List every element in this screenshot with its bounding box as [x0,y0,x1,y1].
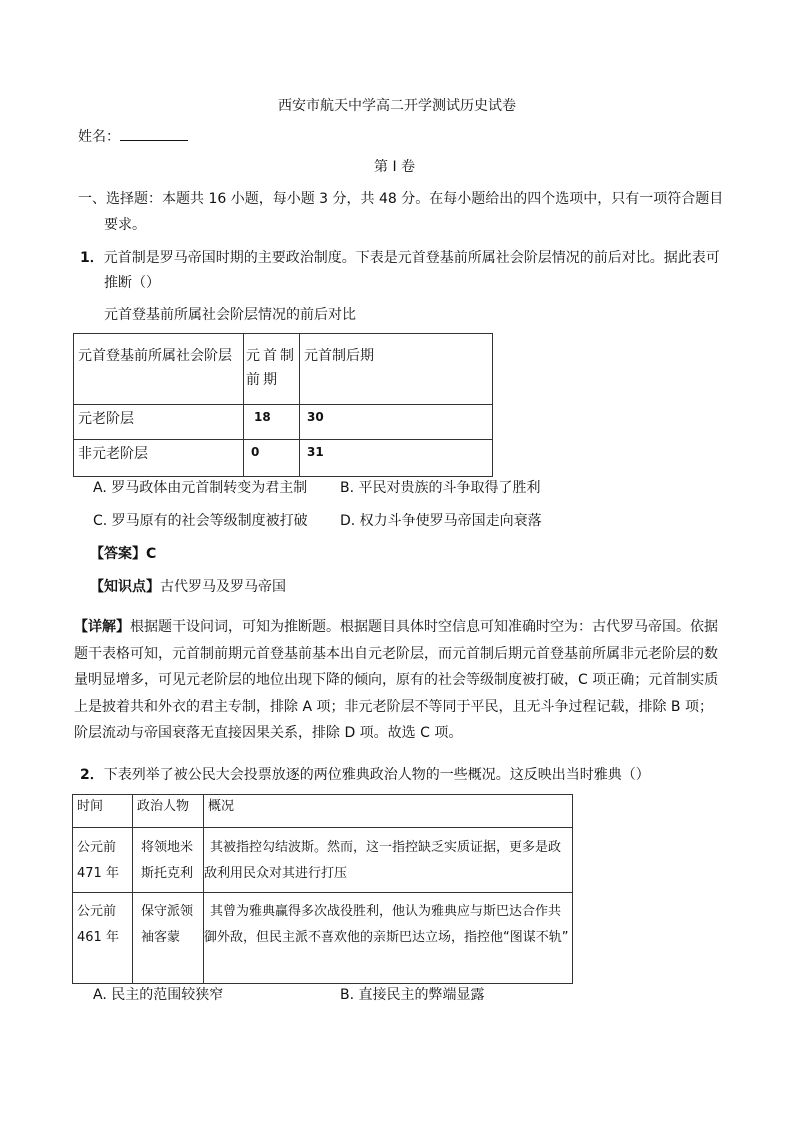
question-1-line1 [80,248,720,268]
answer-value: C [146,546,157,562]
cell-text: 公元前 461 年 [77,904,119,945]
cell-text: 元老阶层 [78,411,134,427]
cell-text: 31 [307,445,324,459]
exam-title: 西安市航天中学高二开学测试历史试卷 [278,98,516,114]
knowledge-label: 【知识点】 [90,579,160,595]
cell-text: 18 [254,410,271,424]
table-cell [204,828,573,893]
table-header-cell [74,334,244,405]
option-a[interactable]: A. 罗马政体由元首制转变为君主制 [93,480,308,496]
section-instructions-line1: 一、选择题：本题共 16 小题，每小题 3 分，共 48 分。在每小题给出的四个选项中，只有一项符合题目 [78,191,724,207]
name-label: 姓名： [78,129,120,145]
table-header-cell [204,795,573,828]
table-1-caption: 元首登基前所属社会阶层情况的前后对比 [104,307,356,323]
table-row [74,405,493,440]
header-text: 元首制后期 [304,348,374,364]
option-a[interactable]: A. 民主的范围较狭窄 [93,987,224,1003]
option-d[interactable]: D. 权力斗争使罗马帝国走向衰落 [340,513,542,529]
question-1-stem: 元首制是罗马帝国时期的主要政治制度。下表是元首登基前所属社会阶层情况的前后对比。据此表可 [103,250,720,266]
question-2-line1 [80,765,650,785]
question-1-line2: 推断（） [104,275,160,291]
header-text: 时间 [77,799,104,814]
table-header-cell [244,334,300,405]
table-row [74,440,493,477]
table-header-row [73,795,573,828]
detail-label: 【详解】 [74,619,130,635]
cell-text: 30 [307,410,324,424]
table-cell [74,440,244,477]
option-b[interactable]: B. 直接民主的弊端显露 [340,987,485,1003]
header-text: 元首制前期 [246,348,297,388]
table-cell [244,440,300,477]
cell-text: 其被指控勾结波斯。然而，这一指控缺乏实质证据，更多是政敌利用民众对其进行打压 [204,840,562,881]
answer-label: 【答案】 [90,546,146,562]
detail-paragraph [74,614,722,747]
option-b[interactable]: B. 平民对贵族的斗争取得了胜利 [340,480,541,496]
cell-text: 非元老阶层 [78,446,148,462]
header-text: 政治人物 [137,799,190,814]
detail-text: 根据题干设问词，可知为推断题。根据题目具体时空信息可知准确时空为：古代罗马帝国。依据题干表格可知，元首制前期元首登基前基本出自元老阶层，而元首制后期元首登基前所属非元老阶层的数量明显增多，可见元老阶层的地位出现下降的倾向，原有的社会等级制度被打破，C 项正确；元首制实质上是披着共和外衣的君主专制，排除 A 项；非元老阶层不等同于平民，且无斗争过程记载，排除 B 项；阶层流动与帝国衰落无直接因果关系，排除 D 项。故选 C 项。 [74,619,719,741]
option-c[interactable]: C. 罗马原有的社会等级制度被打破 [93,513,308,529]
table-cell [204,893,573,984]
table-header-row [74,334,493,405]
header-text: 概况 [208,799,235,814]
name-field-row [78,126,188,147]
knowledge-line [90,577,286,597]
question-1-number: 1． [80,250,104,266]
table-cell [74,405,244,440]
table-2 [72,794,573,984]
table-cell [133,893,204,984]
name-blank-line[interactable] [120,126,188,141]
table-cell [73,893,133,984]
cell-text: 0 [251,445,260,459]
answer-line [90,544,156,564]
cell-text: 将领地米斯托克利 [141,840,194,881]
table-cell [73,828,133,893]
table-cell [244,405,300,440]
table-header-cell [300,334,493,405]
header-text: 元首登基前所属社会阶层 [78,348,232,364]
cell-text: 其曾为雅典赢得多次战役胜利，他认为雅典应与斯巴达合作共御外敌，但民主派不喜欢他的亲斯巴达立场，指控他“图谋不轨” [204,904,569,945]
volume-label: 第 I 卷 [374,159,416,175]
question-2-stem: 下表列举了被公民大会投票放逐的两位雅典政治人物的一些概况。这反映出当时雅典（） [103,767,650,783]
question-2-number: 2． [80,767,104,783]
knowledge-value: 古代罗马及罗马帝国 [160,579,286,595]
table-row [73,828,573,893]
cell-text: 保守派领袖客蒙 [141,904,194,945]
table-row [73,893,573,984]
table-cell [133,828,204,893]
section-instructions-line2: 要求。 [104,217,146,233]
cell-text: 公元前 471 年 [77,840,119,881]
table-header-cell [133,795,204,828]
table-1 [73,333,493,477]
table-cell [300,405,493,440]
table-header-cell [73,795,133,828]
table-cell [300,440,493,477]
